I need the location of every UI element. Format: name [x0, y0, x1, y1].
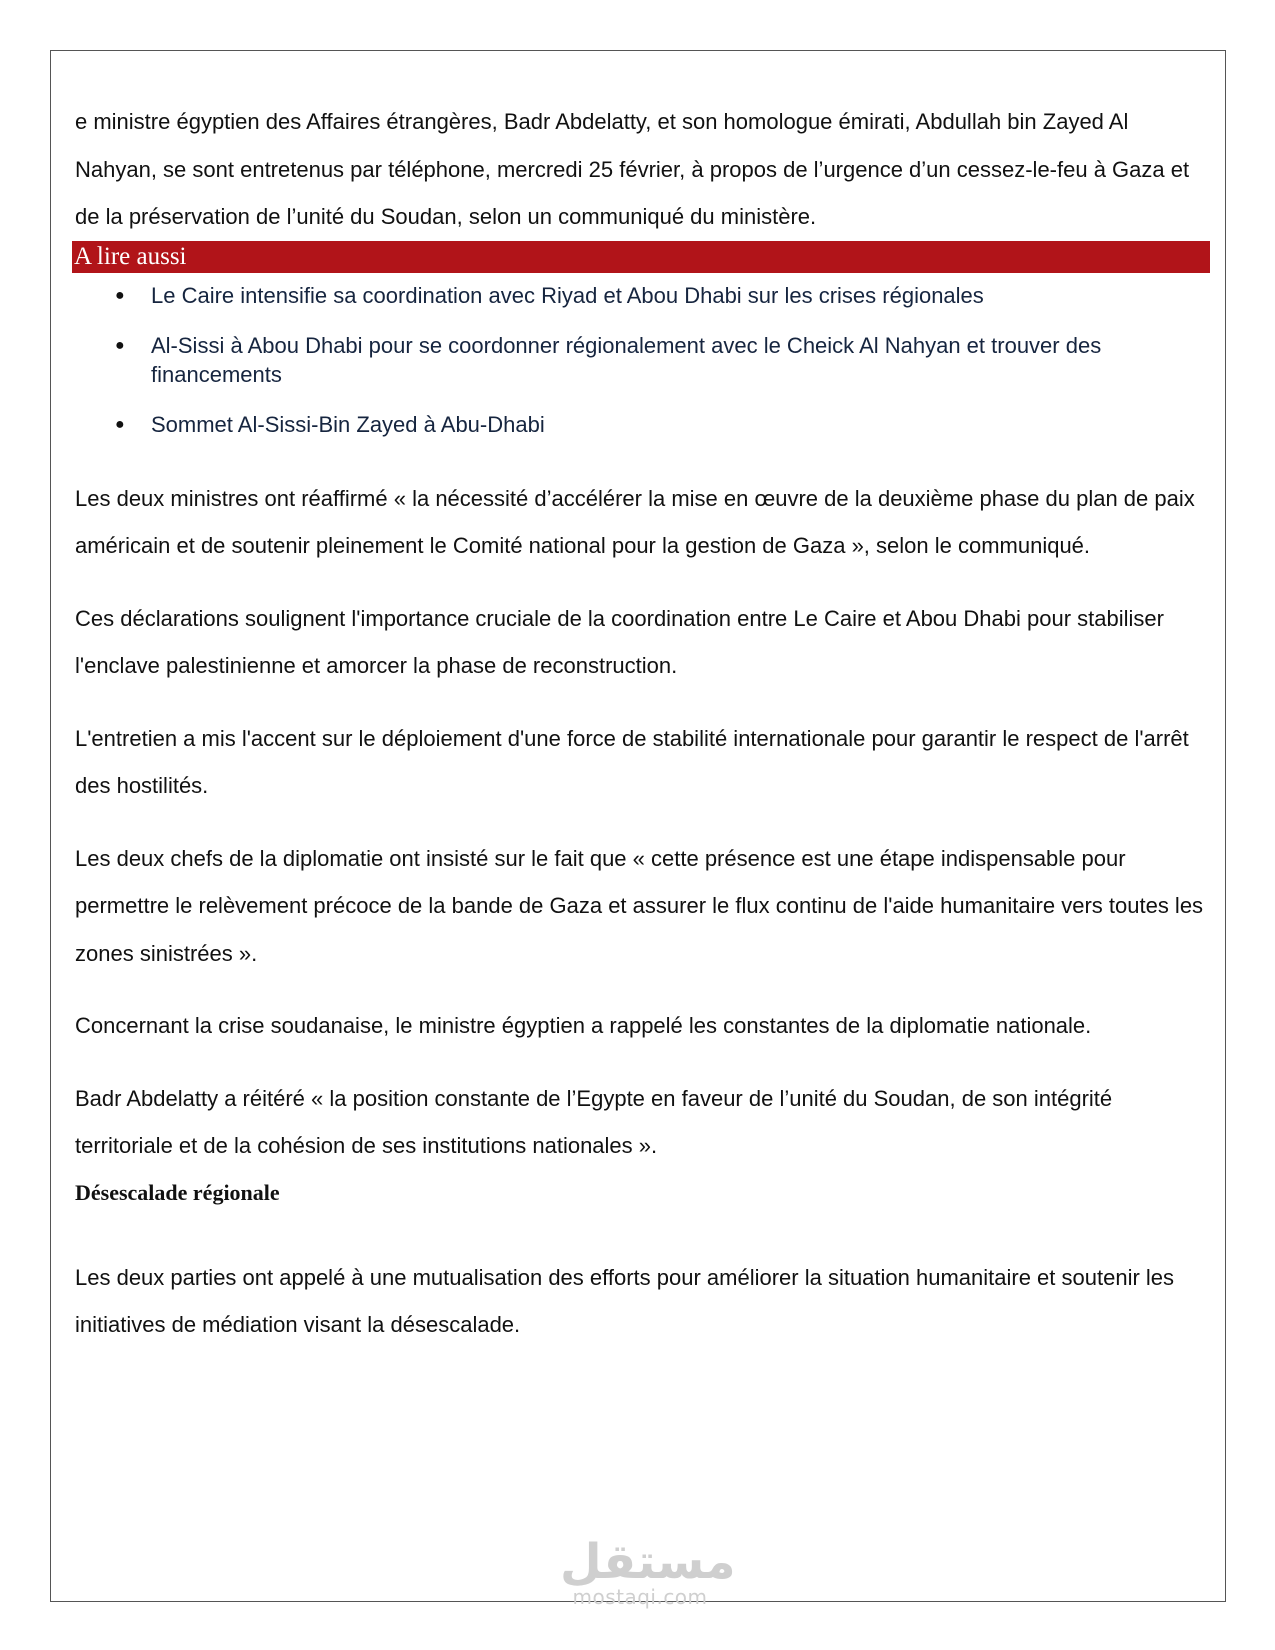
paragraph: Badr Abdelatty a réitéré « la position constante de l’Egypte en faveur de l’unité du Soudan, de son intégrité territoriale et de la cohésion de ses institutions nationales ».: [75, 1085, 1113, 1158]
watermark-arabic: مستقل: [560, 1534, 736, 1590]
paragraph: Les deux chefs de la diplomatie ont insisté sur le fait que « cette présence est une étape indispensable pour permettre le relèvement précoce de la bande de Gaza et assurer le flux continu de l'aide humanitaire vers toutes les zones sinistrées ».: [75, 845, 1204, 966]
bullet-icon: ●: [115, 415, 125, 433]
related-link-text[interactable]: Al-Sissi à Abou Dhabi pour se coordonner régionalement avec le Cheick Al Nahyan et trouver des financements: [151, 332, 1102, 387]
related-links-list: [75, 281, 1210, 439]
paragraph: Les deux ministres ont réaffirmé « la nécessité d’accélérer la mise en œuvre de la deuxième phase du plan de paix américain et de soutenir pleinement le Comité national pour la gestion de Gaza », selon le communiqué.: [75, 485, 1195, 558]
section-heading: Désescalade régionale: [75, 1179, 280, 1205]
related-link[interactable]: [75, 331, 1210, 389]
paragraph: Ces déclarations soulignent l'importance cruciale de la coordination entre Le Caire et Abou Dhabi pour stabiliser l'enclave palestinienne et amorcer la phase de reconstruction.: [75, 605, 1164, 678]
intro-paragraph: e ministre égyptien des Affaires étrangères, Badr Abdelatty, et son homologue émirati, Abdullah bin Zayed Al Nahyan, se sont entretenus par téléphone, mercredi 25 février, à propos de l’urgence d’un cessez-le-feu à Gaza et de la préservation de l’unité du Soudan, selon un communiqué du ministère.: [75, 109, 1190, 229]
paragraph: Concernant la crise soudanaise, le ministre égyptien a rappelé les constantes de la diplomatie nationale.: [75, 1013, 1092, 1038]
watermark-latin: mostaqi.com: [572, 1585, 708, 1609]
closing-paragraph: Les deux parties ont appelé à une mutualisation des efforts pour améliorer la situation humanitaire et soutenir les initiatives de médiation visant la désescalade.: [75, 1264, 1175, 1337]
related-link-text[interactable]: Le Caire intensifie sa coordination avec Riyad et Abou Dhabi sur les crises régionales: [151, 282, 984, 308]
related-link-text[interactable]: Sommet Al-Sissi-Bin Zayed à Abu-Dhabi: [151, 411, 545, 437]
bullet-icon: ●: [115, 336, 125, 354]
related-link[interactable]: [75, 281, 1210, 310]
related-link[interactable]: [75, 410, 1210, 439]
article-body: [75, 98, 1210, 1349]
related-banner: A lire aussi: [72, 241, 1210, 273]
paragraph: L'entretien a mis l'accent sur le déploiement d'une force de stabilité internationale pour garantir le respect de l'arrêt des hostilités.: [75, 725, 1189, 798]
bullet-icon: ●: [115, 286, 125, 304]
watermark-logo: [560, 1534, 736, 1609]
